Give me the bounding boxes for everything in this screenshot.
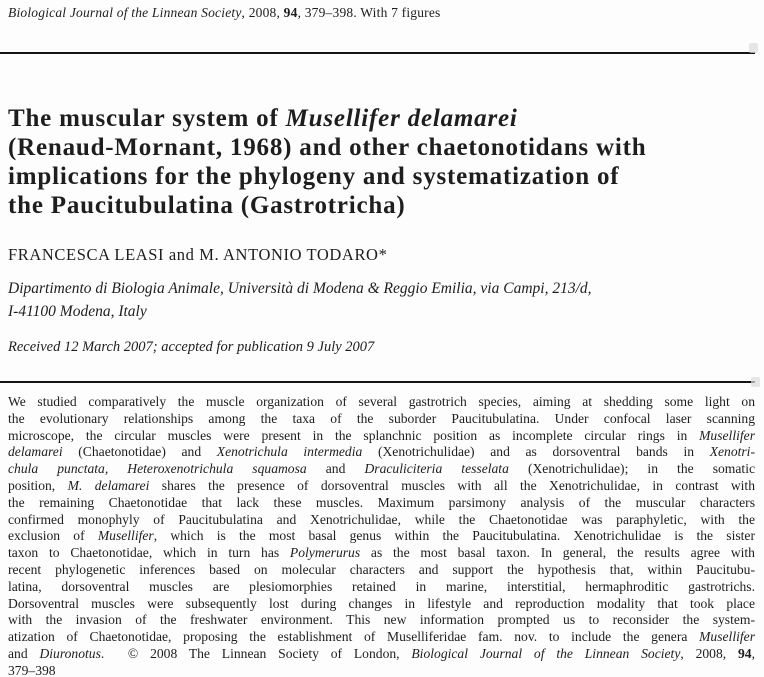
text-line: Dipartimento di Biologia Animale, Università di Modena & Reggio Emilia, via Campi, 213/d,	[8, 280, 592, 297]
text-line: latina, dorsoventral muscles are plesiomorphies retained in marine, interstitial, hermaphroditic gastrotrichs.	[8, 578, 755, 594]
text-line: and Diuronotus. © 2008 The Linnean Society of London, Biological Journal of the Linnean Society, 2008, 94,	[8, 645, 755, 661]
text-line: 379–398	[8, 662, 56, 677]
text-line: atization of Chaetonotidae, proposing the establishment of Muselliferidae fam. nov. to include the genera Musellifer	[8, 629, 755, 645]
text-line: with the invasion of the freshwater environment. This new information prompted us to reconsider the system-	[8, 612, 755, 628]
text-line: the evolutionary relationships among the taxa of the suborder Paucitubulatina. Under confocal laser scanning	[8, 410, 755, 426]
text-line: (Renaud-Mornant, 1968) and other chaetonotidans with	[8, 134, 647, 161]
affiliation	[8, 278, 758, 323]
text-line: exclusion of Musellifer, which is the most basal genus within the Paucitubulatina. Xenotrichulidae is the sister	[8, 528, 755, 544]
text-line: implications for the phylogeny and systematization of	[8, 163, 620, 190]
header-divider-rule	[0, 52, 755, 54]
text-line: taxon to Chaetonotidae, which in turn has Polymerurus as the most basal taxon. In general, the results agree with	[8, 545, 755, 561]
scan-artifact	[749, 43, 758, 53]
text-line: Dorsoventral muscles were subsequently lost during changes in lifestyle and reproduction modality that took place	[8, 595, 755, 611]
text-line: confirmed monophyly of Paucitubulatina and Xenotrichulidae, while the Chaetonotidae was paraphyletic, with the	[8, 511, 755, 527]
text-line: The muscular system of Musellifer delamarei	[8, 105, 518, 132]
text-line: the remaining Chaetonotidae that lack these muscles. Maximum parsimony analysis of the muscular characters	[8, 494, 755, 510]
text-line: microscope, the circular muscles were present in the splanchnic position as incomplete circular rings in Musellifer	[8, 427, 755, 443]
text-line: recent phylogenetic inferences based on molecular characters and support the hypothesis that, within Paucitubu-	[8, 561, 755, 577]
abstract-text	[8, 394, 755, 677]
text-line: I-41100 Modena, Italy	[8, 302, 147, 320]
text-line: chula punctata, Heteroxenotrichula squamosa and Draculiciteria tesselata (Xenotrichulidae); in the somatic	[8, 461, 756, 477]
journal-citation-header: Biological Journal of the Linnean Society, 2008, 94, 379–398. With 7 figures	[8, 5, 441, 20]
scan-artifact	[751, 377, 760, 387]
abstract-divider-rule	[0, 381, 755, 383]
authors-line: FRANCESCA LEASI and M. ANTONIO TODARO*	[8, 245, 388, 264]
received-accepted-dates: Received 12 March 2007; accepted for publication 9 July 2007	[8, 339, 375, 355]
text-line: We studied comparatively the muscle organization of several gastrotrich species, aiming at shedding some light on	[8, 394, 755, 409]
article-title	[8, 104, 758, 220]
text-line: the Paucitubulatina (Gastrotricha)	[8, 192, 406, 219]
text-line: delamarei (Chaetonotidae) and Xenotrichula intermedia (Xenotrichulidae) and as dorsoventral bands in Xenotri-	[8, 444, 755, 460]
text-line: position, M. delamarei shares the presence of dorsoventral muscles with all the Xenotrichulidae, in contrast with	[8, 477, 755, 493]
